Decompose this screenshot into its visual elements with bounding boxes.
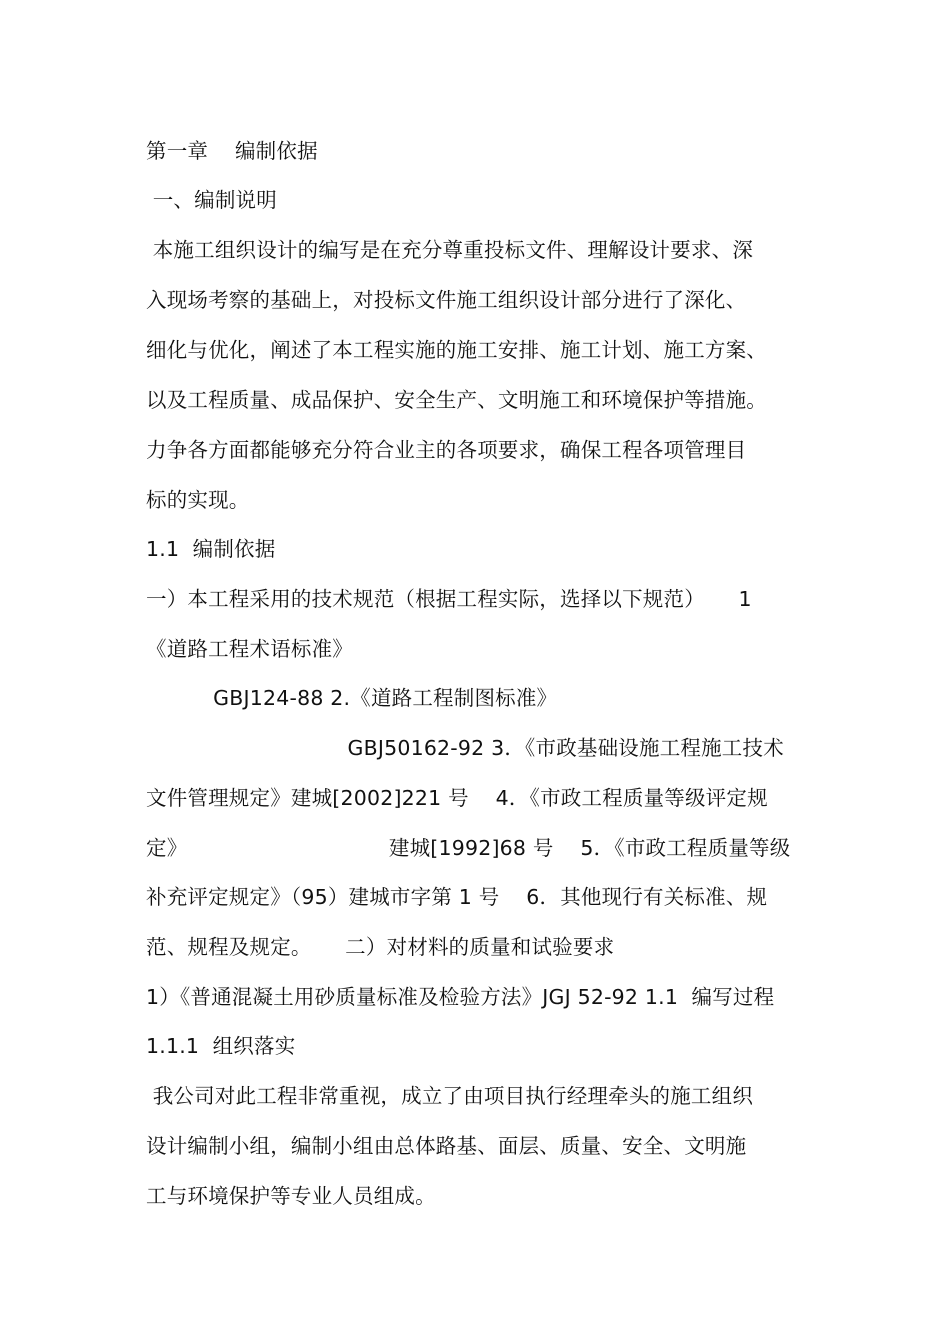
chapter-heading: 第一章 编制依据	[146, 139, 318, 163]
paragraph-line: 文件管理规定》建城[2002]221 号 4．《市政工程质量等级评定规	[146, 786, 768, 810]
paragraph-line: 入现场考察的基础上，对投标文件施工组织设计部分进行了深化、	[146, 288, 747, 312]
paragraph-line: 标的实现。	[146, 488, 250, 512]
subsection-heading: 1.1.1 组织落实	[146, 1034, 296, 1058]
paragraph-line: 范、规程及规定。 二）对材料的质量和试验要求	[146, 935, 615, 959]
paragraph-line: 本施工组织设计的编写是在充分尊重投标文件、理解设计要求、深	[146, 238, 754, 262]
paragraph-line: 我公司对此工程非常重视，成立了由项目执行经理牵头的施工组织	[146, 1084, 754, 1108]
paragraph-line: GBJ50162-92 3．《市政基础设施工程施工技术	[146, 736, 784, 760]
paragraph-line: GBJ124-88 2.《道路工程制图标准》	[146, 686, 558, 710]
section-heading: 一、编制说明	[146, 188, 277, 212]
subsection-heading: 1.1 编制依据	[146, 537, 276, 561]
paragraph-line: 《道路工程术语标准》	[146, 637, 353, 661]
paragraph-line: 力争各方面都能够充分符合业主的各项要求，确保工程各项管理目	[146, 438, 747, 462]
paragraph-line: 细化与优化，阐述了本工程实施的施工安排、施工计划、施工方案、	[146, 338, 767, 362]
paragraph-line: 补充评定规定》（95）建城市字第 1 号 6．其他现行有关标准、规	[146, 885, 768, 909]
paragraph-line: 定》 建城[1992]68 号 5．《市政工程质量等级	[146, 836, 791, 860]
paragraph-line: 以及工程质量、成品保护、安全生产、文明施工和环境保护等措施。	[146, 388, 767, 412]
paragraph-line: 1）《普通混凝土用砂质量标准及检验方法》JGJ 52-92 1.1 编写过程	[146, 985, 775, 1009]
paragraph-line: 工与环境保护等专业人员组成。	[146, 1184, 436, 1208]
paragraph-line: 设计编制小组，编制小组由总体路基、面层、质量、安全、文明施	[146, 1134, 747, 1158]
paragraph-line: 一）本工程采用的技术规范（根据工程实际，选择以下规范） 1	[146, 587, 752, 611]
